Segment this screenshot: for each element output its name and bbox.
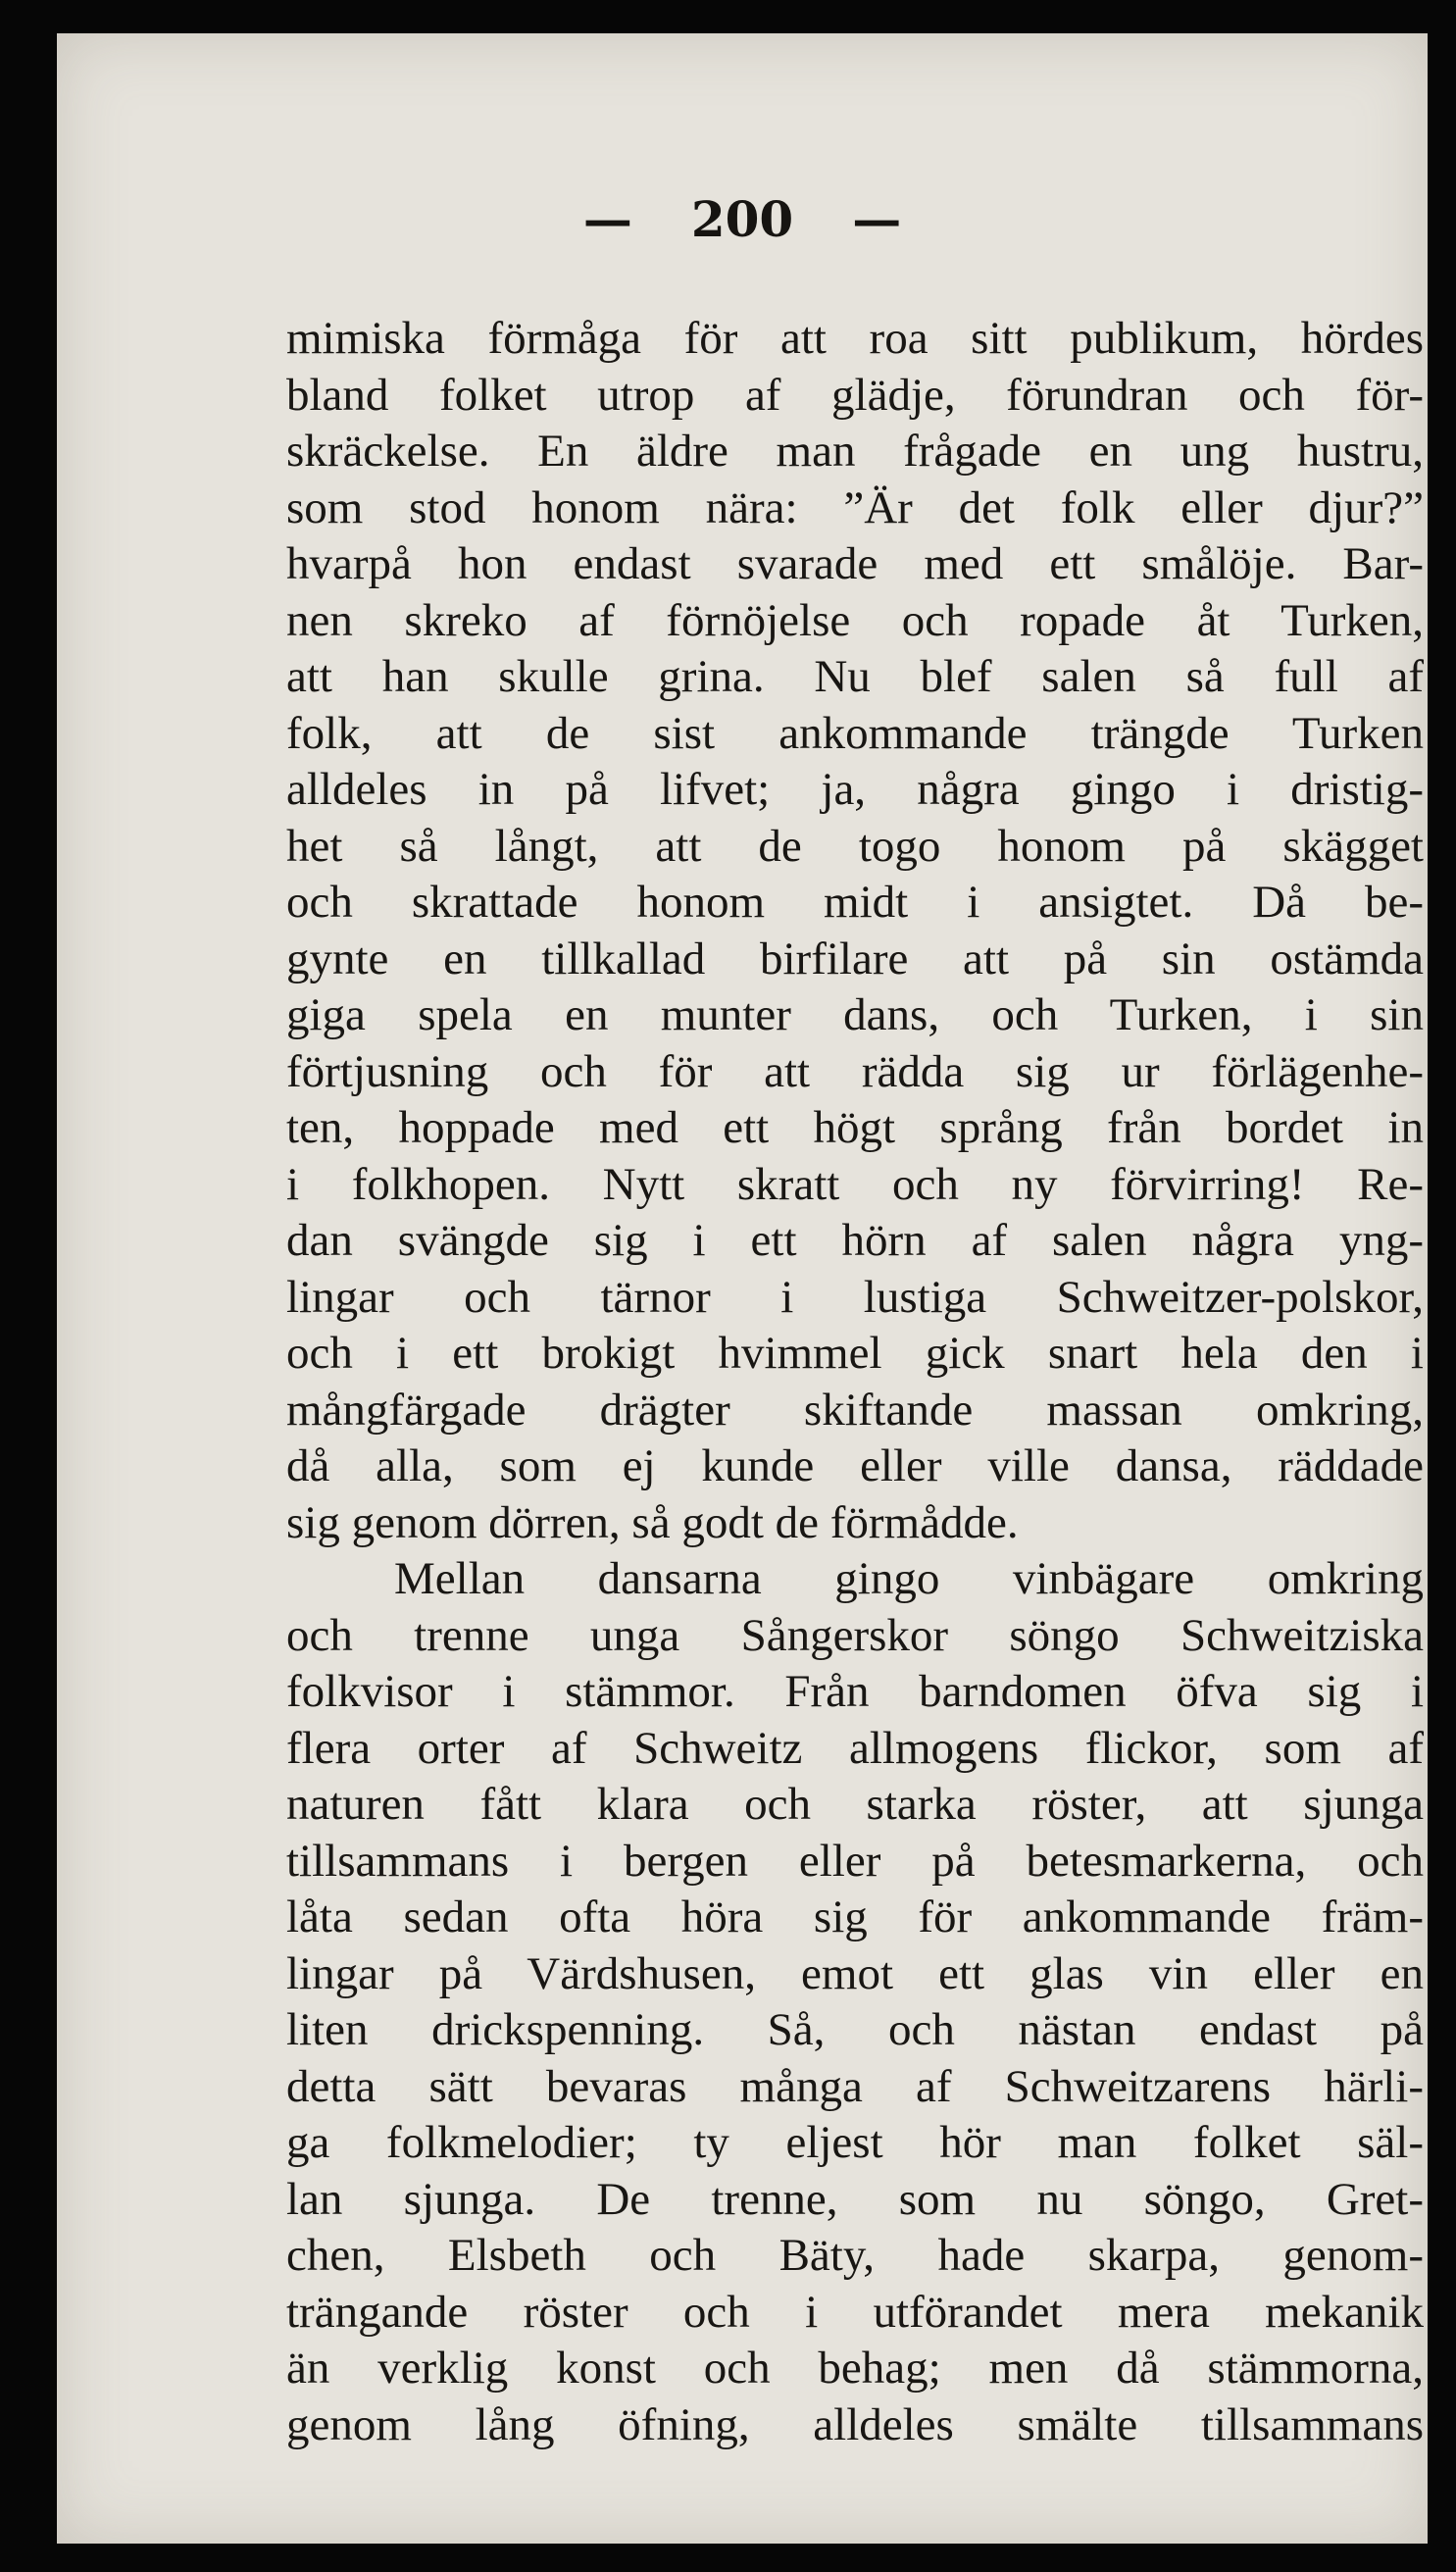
text-line: het så långt, att de togo honom på skägget xyxy=(286,820,1424,872)
text-line: trängande röster och i utförandet mera mekanik xyxy=(286,2286,1424,2338)
text-line: ten, hoppade med ett högt språng från bordet in xyxy=(286,1102,1424,1153)
text-line: lingar på Värdshusen, emot ett glas vin eller en xyxy=(286,1947,1424,1999)
text-line: ga folkmelodier; ty eljest hör man folket säl- xyxy=(286,2117,1424,2168)
text-line: och trenne unga Sångerskor söngo Schweitziska xyxy=(286,1609,1424,1661)
text-line: tillsammans i bergen eller på betesmarkerna, och xyxy=(286,1835,1424,1887)
text-line: dan svängde sig i ett hörn af salen några yng- xyxy=(286,1215,1424,1266)
text-line: lingar och tärnor i lustiga Schweitzer-polskor, xyxy=(286,1271,1424,1323)
text-line: och skrattade honom midt i ansigtet. Då be- xyxy=(286,877,1424,928)
header-dash-right: — xyxy=(852,190,902,248)
text-line: flera orter af Schweitz allmogens flickor, som af xyxy=(286,1722,1424,1774)
text-line: som stod honom nära: ”Är det folk eller djur?” xyxy=(286,481,1424,533)
body-text xyxy=(286,311,1424,2453)
text-line: att han skulle grina. Nu blef salen så full af xyxy=(286,651,1424,702)
page-header xyxy=(57,190,1428,248)
text-line: genom lång öfning, alldeles smälte tillsammans xyxy=(286,2398,1424,2450)
text-line: chen, Elsbeth och Bäty, hade skarpa, genom- xyxy=(286,2230,1424,2281)
text-line: än verklig konst och behag; men då stämmorna, xyxy=(286,2343,1424,2394)
text-line: gynte en tillkallad birfilare att på sin ostämda xyxy=(286,933,1424,984)
book-page xyxy=(57,33,1428,2544)
text-line: låta sedan ofta höra sig för ankommande främ- xyxy=(286,1891,1424,1942)
text-line: giga spela en munter dans, och Turken, i sin xyxy=(286,989,1424,1040)
text-line: folkvisor i stämmor. Från barndomen öfva sig i xyxy=(286,1666,1424,1717)
text-line: nen skreko af förnöjelse och ropade åt Turken, xyxy=(286,594,1424,646)
text-line: naturen fått klara och starka röster, att sjunga xyxy=(286,1779,1424,1830)
text-line: och i ett brokigt hvimmel gick snart hela den i xyxy=(286,1328,1424,1379)
text-line: Mellan dansarna gingo vinbägare omkring xyxy=(394,1553,1424,1604)
text-line: hvarpå hon endast svarade med ett smålöje. Bar- xyxy=(286,538,1424,589)
text-line: detta sätt bevaras många af Schweitzarens härli- xyxy=(286,2060,1424,2112)
text-line: lan sjunga. De trenne, som nu söngo, Gret- xyxy=(286,2173,1424,2225)
text-line: bland folket utrop af glädje, förundran och för- xyxy=(286,369,1424,421)
text-line: folk, att de sist ankommande trängde Turken xyxy=(286,707,1424,759)
text-line: i folkhopen. Nytt skratt och ny förvirring! Re- xyxy=(286,1158,1424,1210)
text-line: mimiska förmåga för att roa sitt publikum, hördes xyxy=(286,313,1424,364)
text-line: liten drickspenning. Så, och nästan endast på xyxy=(286,2004,1424,2055)
text-line: förtjusning och för att rädda sig ur förlägenhe- xyxy=(286,1045,1424,1097)
page-number: 200 xyxy=(690,190,794,248)
text-line: mångfärgade drägter skiftande massan omkring, xyxy=(286,1384,1424,1436)
text-line: sig genom dörren, så godt de förmådde. xyxy=(286,1496,1019,1548)
header-dash-left: — xyxy=(582,190,632,248)
text-line: då alla, som ej kunde eller ville dansa, räddade xyxy=(286,1440,1424,1491)
text-line: alldeles in på lifvet; ja, några gingo i dristig- xyxy=(286,764,1424,815)
text-line: skräckelse. En äldre man frågade en ung hustru, xyxy=(286,426,1424,477)
